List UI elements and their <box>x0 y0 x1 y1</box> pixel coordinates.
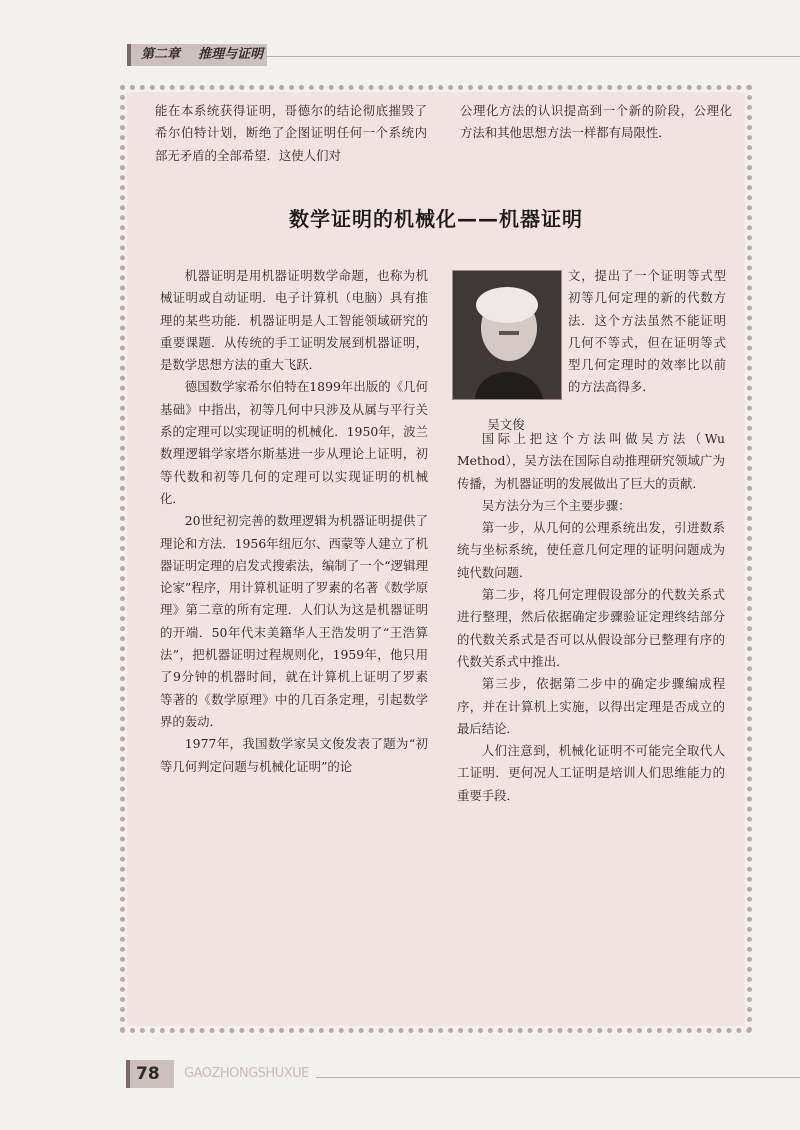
paragraph: 德国数学家希尔伯特在1899年出版的《几何基础》中指出，初等几何中只涉及从属与平行关系的定理可以实现证明的机械化．1950年，波兰数理逻辑学家塔尔斯基进一步从理论上证明，初等代数和初等几何的定理可以实现证明的机械化． <box>160 379 428 506</box>
article-right-column <box>457 428 725 807</box>
photo-caption: 吴文俊 <box>487 417 525 432</box>
paragraph: 人们注意到，机械化证明不可能完全取代人工证明．更何况人工证明是培训人们思维能力的重要手段． <box>457 743 725 803</box>
article-right-top-column <box>568 265 726 399</box>
paragraph: 1977年，我国数学家吴文俊发表了题为“初等几何判定问题与机械化证明”的论 <box>160 736 428 774</box>
paragraph: 第二步，将几何定理假设部分的代数关系式进行整理，然后依据确定步骤验证定理终结部分的代数关系式是否可以从假设部分已整理有序的代数关系式中推出． <box>457 587 725 669</box>
paragraph: 第一步，从几何的公理系统出发，引进数系统与坐标系统，使任意几何定理的证明问题成为纯代数问题． <box>457 520 725 580</box>
section-label: 推理与证明 <box>198 47 264 62</box>
article-left-column <box>160 265 428 778</box>
paragraph: 第三步，依据第二步中的确定步骤编成程序，并在计算机上实施，以得出定理是否成立的最后结论． <box>457 676 725 736</box>
chapter-tab <box>127 44 267 66</box>
header-rule <box>267 56 800 57</box>
page-number: 78 <box>126 1060 174 1088</box>
article-title: 数学证明的机械化——机器证明 <box>289 207 583 231</box>
paragraph: 国际上把这个方法叫做吴方法（Wu Method），吴方法在国际自动推理研究领域广为传播，为机器证明的发展做出了巨大的贡献． <box>457 431 725 491</box>
chapter-label: 第二章 <box>141 47 181 62</box>
paragraph: 20世纪初完善的数理逻辑为机器证明提供了理论和方法．1956年纽厄尔、西蒙等人建立了机器证明定理的启发式搜索法，编制了一个“逻辑理论家”程序，用计算机证明了罗素的名著《数学原理》第二章的所有定理．人们认为这是机器证明的开端．50年代末美籍华人王浩发明了“王浩算法”，把机器证明过程规则化，1959年，他只用了9分钟的机器时间，就在计算机上证明了罗素等著的《数学原理》中的几百条定理，引起数学界的轰动． <box>160 513 428 729</box>
page-footer <box>126 1060 746 1088</box>
portrait-photo <box>452 270 562 400</box>
continuation-left-text: 能在本系统获得证明，哥德尔的结论彻底摧毁了希尔伯特计划，断绝了企图证明任何一个系统内部无矛盾的全部希望．这使人们对 <box>155 103 427 163</box>
continuation-right-text: 公理化方法的认识提高到一个新的阶段，公理化方法和其他思想方法一样都有局限性． <box>460 103 732 141</box>
footer-brand: GAOZHONGSHUXUE <box>184 1066 309 1081</box>
running-header <box>127 44 747 66</box>
paragraph: 机器证明是用机器证明数学命题，也称为机械证明或自动证明．电子计算机（电脑）具有推理的某些功能．机器证明是人工智能领域研究的重要课题．从传统的手工证明发展到机器证明，是数学思想方法的重大飞跃． <box>160 268 428 373</box>
continuation-left-column <box>155 100 427 167</box>
footer-rule <box>316 1077 800 1078</box>
paragraph: 吴方法分为三个主要步骤： <box>481 497 631 513</box>
paragraph: 文，提出了一个证明等式型初等几何定理的新的代数方法．这个方法虽然不能证明几何不等式，但在证明等式型几何定理时的效率比以前的方法高得多． <box>568 268 726 395</box>
continuation-right-column <box>460 100 732 145</box>
